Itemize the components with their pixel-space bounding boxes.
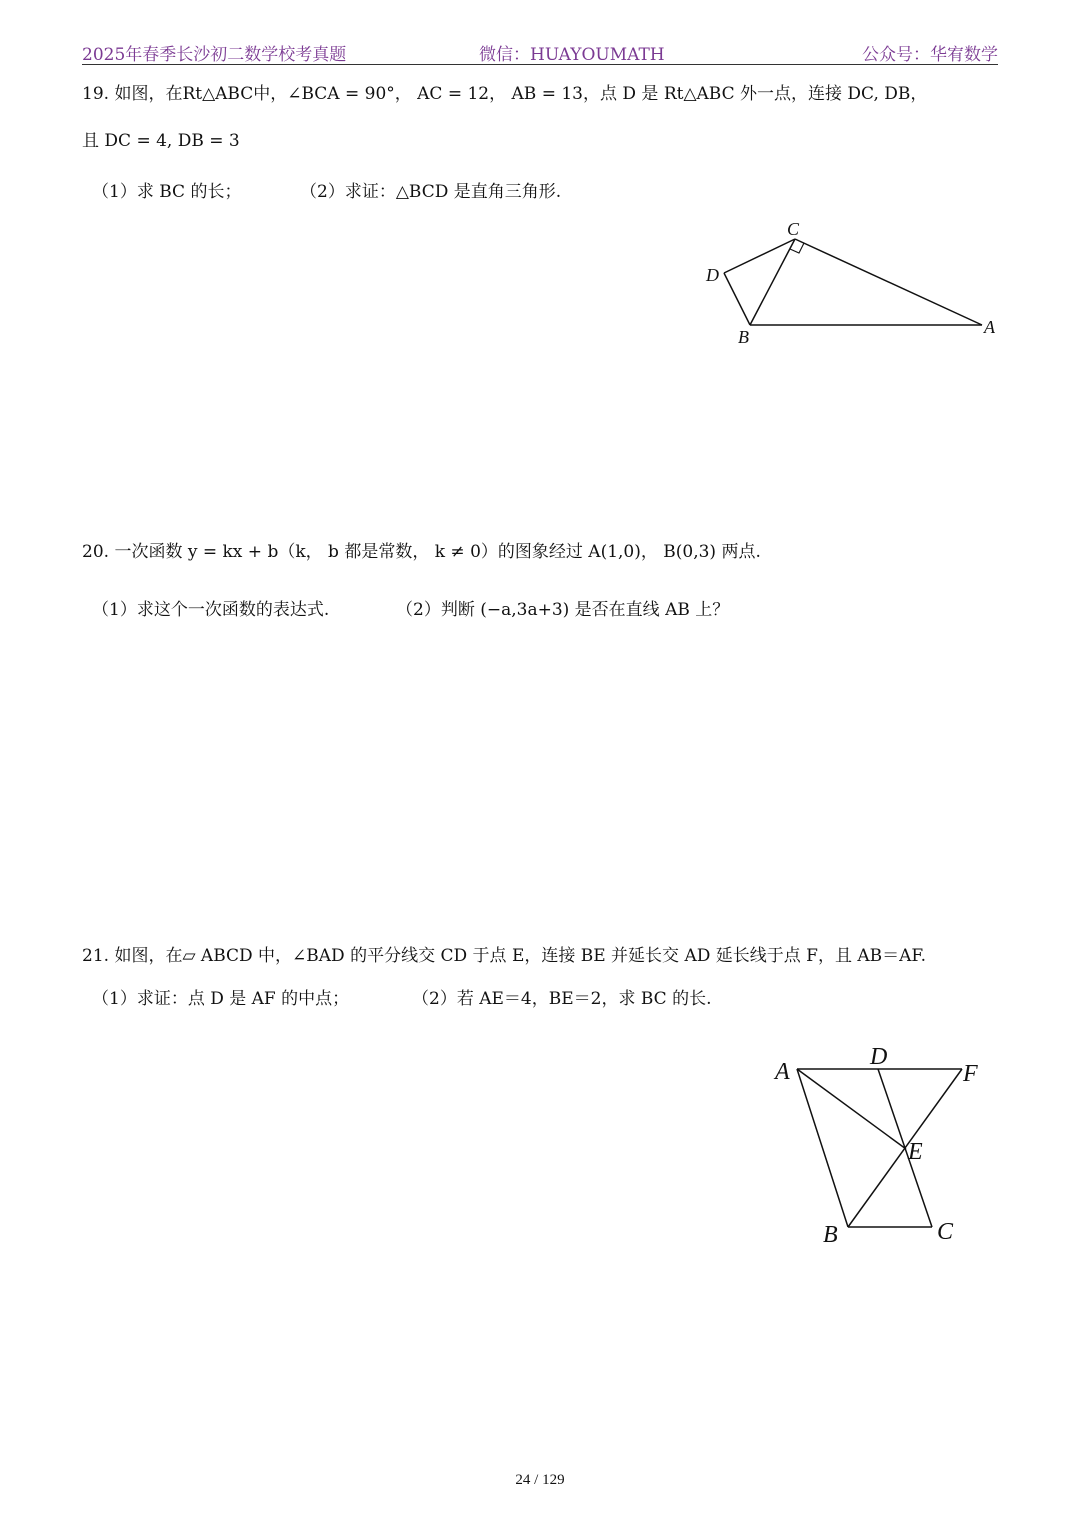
- q21-label-B: B: [823, 1222, 838, 1248]
- q21-segment-BF: [848, 1069, 962, 1227]
- q19-label-C: C: [787, 219, 800, 239]
- q19-segment-DC: [724, 239, 795, 273]
- page-header: [82, 38, 998, 65]
- q20-line1: 20. 一次函数 y = kx + b（k， b 都是常数， k ≠ 0）的图象经过 A(1,0)， B(0,3) 两点.: [82, 542, 761, 562]
- header-middle: 微信：HUAYOUMATH: [479, 45, 665, 65]
- q19-figure: [700, 215, 1010, 350]
- q21-segment-AB: [797, 1069, 848, 1227]
- q21-part1: （1）求证：点 D 是 AF 的中点；: [92, 989, 350, 1009]
- q19-label-D: D: [706, 265, 719, 285]
- q21-label-C: C: [937, 1219, 954, 1245]
- q21-part2: （2）若 AE＝4，BE＝2，求 BC 的长.: [412, 989, 712, 1009]
- q19-label-B: B: [738, 327, 749, 347]
- header-left: 2025年春季长沙初二数学校考真题: [82, 45, 347, 65]
- q19-segment-CB: [750, 239, 795, 325]
- q19-segment-DB: [724, 273, 750, 325]
- q19-line2: 且 DC = 4, DB = 3: [82, 131, 240, 151]
- q19-line1: 19. 如图，在Rt△ABC中，∠BCA = 90°， AC = 12， AB = 13，点 D 是 Rt△ABC 外一点，连接 DC, DB，: [82, 84, 928, 104]
- q21-label-A: A: [775, 1059, 790, 1085]
- page-number: 24 / 129: [515, 1472, 565, 1488]
- q21-figure: [770, 1035, 1000, 1255]
- q19-part2: （2）求证：△BCD 是直角三角形.: [300, 182, 562, 202]
- q21-label-E: E: [908, 1139, 923, 1165]
- header-right: 公众号：华宥数学: [862, 45, 998, 65]
- q19-label-A: A: [984, 317, 995, 337]
- q21-line1: 21. 如图，在▱ ABCD 中，∠BAD 的平分线交 CD 于点 E，连接 BE 并延长交 AD 延长线于点 F，且 AB＝AF.: [82, 946, 926, 966]
- q20-part2: （2）判断 (−a,3a+3) 是否在直线 AB 上？: [396, 600, 730, 620]
- q21-label-F: F: [963, 1061, 978, 1087]
- q19-segment-CA: [795, 239, 982, 325]
- q19-part1: （1）求 BC 的长；: [92, 182, 242, 202]
- q21-segment-AE: [797, 1069, 906, 1149]
- q21-label-D: D: [870, 1044, 888, 1070]
- q20-part1: （1）求这个一次函数的表达式.: [92, 600, 330, 620]
